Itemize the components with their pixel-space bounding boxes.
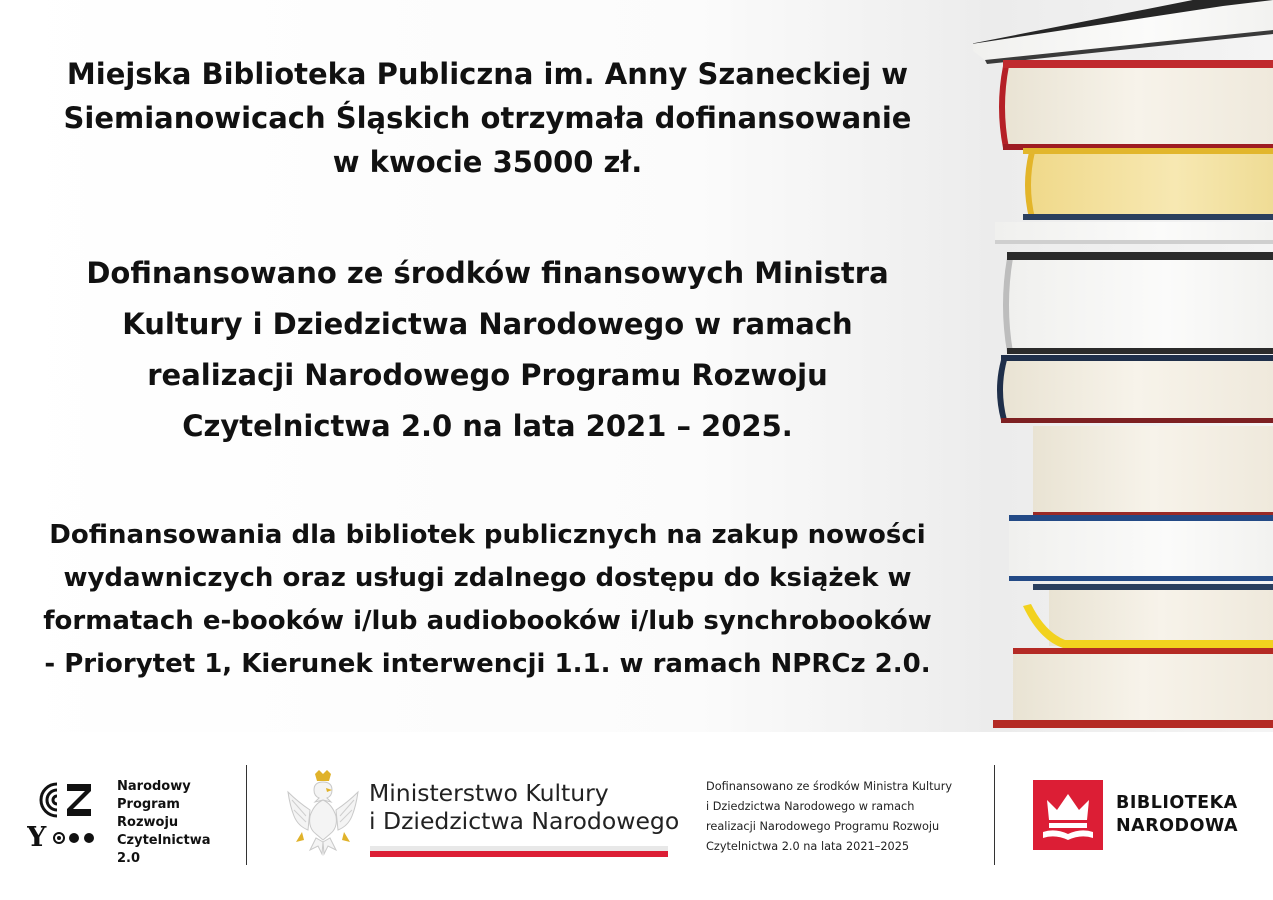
program-details-line-2: wydawniczych oraz usługi zdalnego dostępu do książek w <box>63 563 912 593</box>
funding-source-line-3: realizacji Narodowego Programu Rozwoju <box>147 358 828 392</box>
nprcz-line-5: 2.0 <box>117 851 141 866</box>
crown-book-icon <box>1033 780 1103 850</box>
funding-source-line-4: Czytelnictwa 2.0 na lata 2021 – 2025. <box>182 409 793 443</box>
nprcz-name <box>117 778 210 868</box>
nprcz-line-1: Narodowy <box>117 779 191 794</box>
national-library-line-2: NARODOWA <box>1116 816 1239 836</box>
funding-note-line-3: realizacji Narodowego Programu Rozwoju <box>706 820 940 833</box>
announcement-paragraph <box>0 52 975 184</box>
funding-source-paragraph <box>0 248 975 452</box>
announcement-line-1: Miejska Biblioteka Publiczna im. Anny Szaneckiej w <box>66 57 909 91</box>
footer-logos <box>0 732 1273 900</box>
national-library-name <box>1116 792 1238 838</box>
polish-eagle-icon <box>284 770 362 856</box>
announcement-line-3: w kwocie 35000 zł. <box>332 145 643 179</box>
national-library-line-1: BIBLIOTEKA <box>1116 793 1238 813</box>
program-details-line-4: - Priorytet 1, Kierunek interwencji 1.1. w ramach NPRCz 2.0. <box>44 649 931 679</box>
funding-note-line-4: Czytelnictwa 2.0 na lata 2021–2025 <box>706 840 910 853</box>
program-details-line-3: formatach e-booków i/lub audiobooków i/lub synchrobooków <box>43 606 932 636</box>
ministry-line-1: Ministerstwo Kultury <box>369 779 609 807</box>
funding-note-line-1: Dofinansowano ze środków Ministra Kultury <box>706 780 953 793</box>
svg-text:Y: Y <box>27 822 47 850</box>
nprcz-line-3: Rozwoju <box>117 815 179 830</box>
nprcz-line-2: Program <box>117 797 180 812</box>
ministry-line-2: i Dziedzictwa Narodowego <box>369 807 680 835</box>
ministry-name <box>369 779 679 835</box>
nprcz-logo-icon <box>27 780 97 850</box>
program-details-line-1: Dofinansowania dla bibliotek publicznych na zakup nowości <box>49 520 926 550</box>
funding-note <box>706 777 952 857</box>
book-stack-illustration <box>973 0 1273 732</box>
funding-source-line-1: Dofinansowano ze środków finansowych Ministra <box>86 256 889 290</box>
funding-note-line-2: i Dziedzictwa Narodowego w ramach <box>706 800 915 813</box>
funding-source-line-2: Kultury i Dziedzictwa Narodowego w ramach <box>122 307 853 341</box>
flag-red-stripe <box>370 851 668 857</box>
footer-separator <box>246 765 247 865</box>
nprcz-line-4: Czytelnictwa <box>117 833 211 848</box>
program-details-paragraph <box>0 514 975 686</box>
footer-separator <box>994 765 995 865</box>
announcement-line-2: Siemianowicach Śląskich otrzymała dofinansowanie <box>63 101 912 135</box>
